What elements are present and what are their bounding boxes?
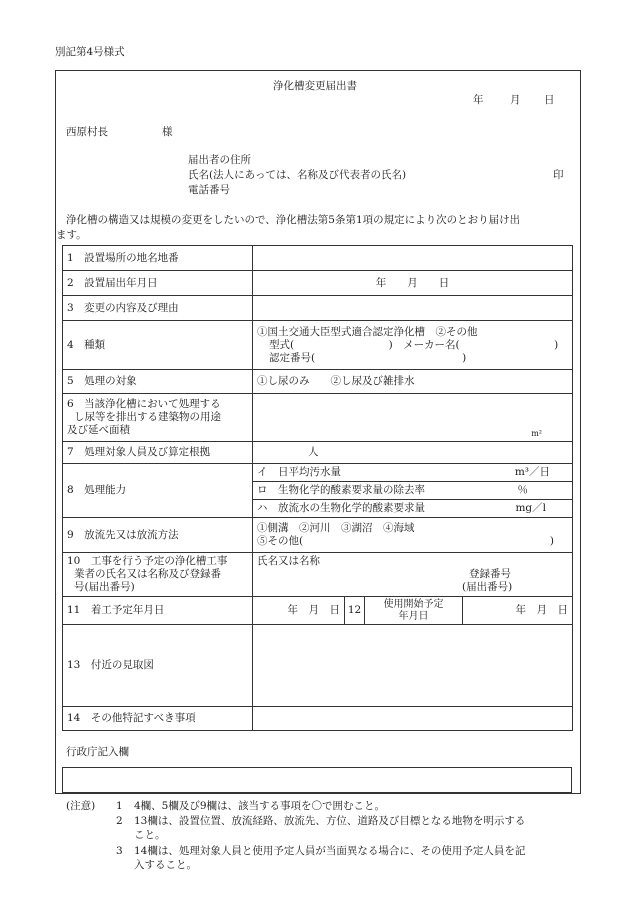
row9-line2-end: ) (549, 535, 554, 547)
row10-label-line1: 10 工事を行う予定の浄化槽工事 (67, 555, 228, 567)
row8a-label: イ 日平均汚水量 (257, 466, 341, 478)
row6-value[interactable] (253, 394, 573, 442)
row8a-unit: m³／日 (514, 466, 550, 478)
row4-line1: ①国土交通大臣型式適合認定浄化槽 ②その他 (257, 325, 478, 338)
row7-label: 7 処理対象人員及び算定根拠 (63, 442, 253, 464)
row10-label (63, 553, 253, 597)
document-title: 浄化槽変更届出書 (273, 80, 357, 92)
row2-label: 2 設置届出年月日 (63, 271, 253, 296)
table-row (63, 464, 573, 482)
row10-label-line3: 号(届出番号) (74, 581, 135, 593)
row8-label: 8 処理能力 (63, 464, 253, 518)
form-label: 別記第4号様式 (55, 46, 125, 58)
date-year: 年 (473, 94, 484, 106)
row10-label-line2: 業者の氏名又は名称及び登録番 (74, 568, 221, 580)
row12-label (365, 597, 463, 625)
note2-text-line2: こと。 (134, 829, 166, 841)
row10-value[interactable] (253, 553, 573, 597)
area-unit: m² (531, 429, 542, 438)
table-row (63, 271, 573, 296)
row12-label-line1: 使用開始予定 (383, 598, 444, 610)
row14-label: 14 その他特記すべき事項 (63, 707, 253, 731)
row8b-value[interactable] (253, 482, 573, 500)
table-row (63, 321, 573, 370)
date-month: 月 (510, 94, 521, 106)
note3-text-line1: 14欄は、処理対象人員と使用予定人員が当面異なる場合に、その使用予定人員を記 (134, 845, 526, 857)
applicant-name-label: 氏名(法人にあっては、名称及び代表者の氏名) (188, 169, 407, 181)
row12-label-line2: 年月日 (398, 610, 429, 622)
note1-number: 1 (116, 800, 123, 812)
note3-number: 3 (116, 845, 123, 857)
row12-number: 12 (345, 597, 365, 625)
row4-line3: 認定番号( ) (269, 351, 467, 364)
row13-value[interactable] (253, 625, 573, 707)
row6-label-line3: 及び延べ面積 (67, 424, 130, 436)
note3-text-line2: 入すること。 (134, 859, 197, 871)
table-row (63, 707, 573, 731)
row1-value[interactable] (253, 246, 573, 271)
row10-reg-label: 登録番号 (469, 568, 511, 580)
table-row (63, 597, 573, 625)
applicant-phone-label: 電話番号 (188, 184, 230, 196)
addressee-honorific: 様 (162, 126, 173, 138)
note2-number: 2 (116, 815, 123, 827)
seal-mark: 印 (553, 169, 564, 181)
row4-value[interactable] (253, 321, 573, 370)
table-row (63, 394, 573, 442)
row4-line2: 型式( ) メーカー名( ) (269, 338, 559, 351)
notes-head: (注意) (66, 800, 96, 812)
applicant-address-label: 届出者の住所 (188, 154, 251, 166)
row8c-value[interactable] (253, 500, 573, 518)
row4-label: 4 種類 (63, 321, 253, 370)
date-day: 日 (544, 94, 555, 106)
row10-notif-label: (届出番号) (462, 581, 513, 593)
application-table (62, 245, 573, 731)
table-row (63, 625, 573, 707)
intro-line-1: 浄化槽の構造又は規模の変更をしたいので、浄化槽法第5条第1項の規定により次のとおり届け出 (66, 214, 521, 226)
row9-value[interactable] (253, 518, 573, 553)
row10-name-label: 氏名又は名称 (257, 555, 320, 567)
table-row (63, 370, 573, 394)
row1-label: 1 設置場所の地名地番 (63, 246, 253, 271)
table-row (63, 296, 573, 321)
row7-value[interactable] (253, 442, 573, 464)
row6-label-line1: 6 当該浄化槽において処理する (67, 398, 221, 410)
row8b-unit: ％ (517, 484, 528, 496)
row8a-value[interactable] (253, 464, 573, 482)
table-row (63, 246, 573, 271)
note2-text-line1: 13欄は、設置位置、放流経路、放流先、方位、道路及び目標となる地物を明示する (134, 815, 526, 827)
row13-label: 13 付近の見取図 (63, 625, 253, 707)
row8c-label: ハ 放流水の生物化学的酸素要求量 (257, 502, 425, 514)
row5-value[interactable]: ①し尿のみ ②し尿及び雑排水 (253, 370, 573, 394)
row8c-unit: mg／l (515, 502, 546, 514)
row6-label (63, 394, 253, 442)
intro-line-2: ます。 (56, 229, 87, 241)
row12-date[interactable]: 年 月 日 (463, 597, 573, 625)
table-row (63, 442, 573, 464)
row3-value[interactable] (253, 296, 573, 321)
row9-line1: ①側溝 ②河川 ③湖沼 ④海域 (257, 522, 415, 534)
row9-line2: ⑤その他( (257, 535, 304, 547)
addressee-name: 西原村長 (66, 126, 108, 138)
row11-date[interactable]: 年 月 日 (253, 597, 345, 625)
admin-label: 行政庁記入欄 (66, 746, 129, 758)
note1-text: 4欄、5欄及び9欄は、該当する事項を〇で囲むこと。 (134, 800, 386, 812)
row3-label: 3 変更の内容及び理由 (63, 296, 253, 321)
persons-unit: 人 (308, 446, 319, 458)
admin-box[interactable] (62, 767, 572, 793)
table-row (63, 553, 573, 597)
row5-label: 5 処理の対象 (63, 370, 253, 394)
row14-value[interactable] (253, 707, 573, 731)
table-row (63, 518, 573, 553)
row8b-label: ロ 生物化学的酸素要求量の除去率 (257, 484, 425, 496)
row2-value[interactable]: 年 月 日 (253, 271, 573, 296)
row11-label: 11 着工予定年月日 (63, 597, 253, 625)
row9-label: 9 放流先又は放流方法 (63, 518, 253, 553)
row6-label-line2: し尿等を排出する建築物の用途 (74, 411, 221, 423)
